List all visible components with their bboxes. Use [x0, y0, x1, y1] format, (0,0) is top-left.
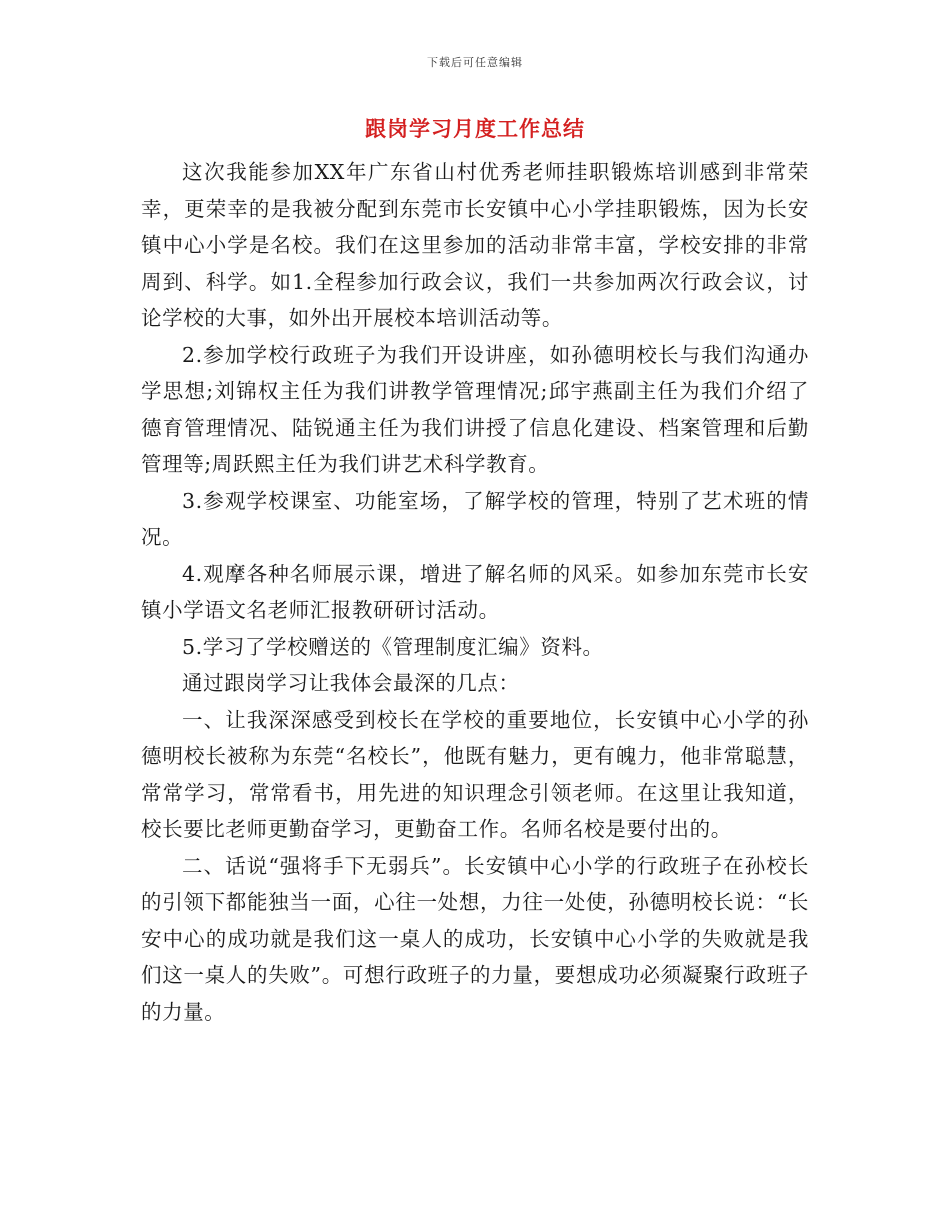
paragraph-6: 通过跟岗学习让我体会最深的几点： [182, 671, 520, 695]
paragraph-2: 2.参加学校行政班子为我们开设讲座，如孙德明校长与我们沟通办学思想;刘锦权主任为我们讲教学管理情况;邱宇燕副主任为我们介绍了德育管理情况、陆锐通主任为我们讲授了信息化建设、档案管理和后勤管理等;周跃熙主任为我们讲艺术科学教育。 [141, 342, 809, 476]
header-note: 下载后可任意编辑 [427, 56, 523, 69]
page-title: 跟岗学习月度工作总结 [365, 116, 585, 141]
document-body [141, 154, 809, 1030]
paragraph-8: 二、话说“强将手下无弱兵”。长安镇中心小学的行政班子在孙校长的引领下都能独当一面，心往一处想，力往一处使，孙德明校长说：“长安中心的成功就是我们这一桌人的成功，长安镇中心小学的失败就是我们这一桌人的失败”。可想行政班子的力量，要想成功必须凝聚行政班子的力量。 [141, 853, 809, 1024]
paragraph-5: 5.学习了学校赠送的《管理制度汇编》资料。 [182, 634, 604, 659]
paragraph-7: 一、让我深深感受到校长在学校的重要地位，长安镇中心小学的孙德明校长被称为东莞“名校长”，他既有魅力，更有魄力，他非常聪慧，常常学习，常常看书，用先进的知识理念引领老师。在这里让我知道，校长要比老师更勤奋学习，更勤奋工作。名师名校是要付出的。 [141, 707, 809, 841]
paragraph-4: 4.观摩各种名师展示课，增进了解名师的风采。如参加东莞市长安镇小学语文名老师汇报教研研讨活动。 [141, 561, 809, 622]
paragraph-1: 这次我能参加XX年广东省山村优秀老师挂职锻炼培训感到非常荣幸，更荣幸的是我被分配到东莞市长安镇中心小学挂职锻炼，因为长安镇中心小学是名校。我们在这里参加的活动非常丰富，学校安排的非常周到、科学。如1.全程参加行政会议，我们一共参加两次行政会议，讨论学校的大事，如外出开展校本培训活动等。 [141, 160, 809, 330]
paragraph-3: 3.参观学校课室、功能室场，了解学校的管理，特别了艺术班的情况。 [141, 488, 809, 549]
